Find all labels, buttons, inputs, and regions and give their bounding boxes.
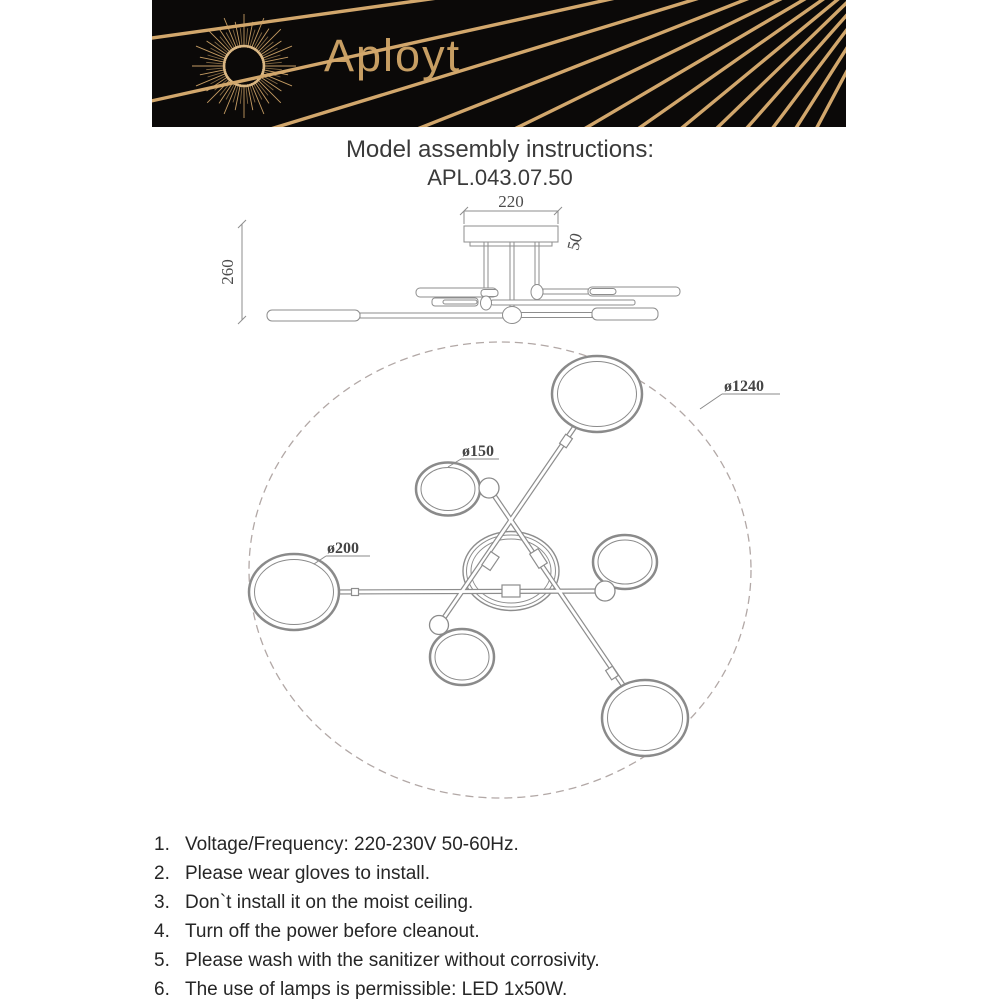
dim-canopy-height-label: 50 <box>563 231 586 253</box>
canopy-lip <box>470 242 552 246</box>
ring-bottom-middle <box>430 629 494 685</box>
instruction-text: Please wear gloves to install. <box>185 863 431 884</box>
instruction-item <box>154 830 874 859</box>
instruction-number: 4. <box>154 921 170 942</box>
ring-bottom-right <box>602 680 688 756</box>
instruction-number: 6. <box>154 979 170 1000</box>
side-view <box>218 192 680 324</box>
arm-level-3 <box>267 307 658 324</box>
instruction-number: 1. <box>154 834 170 855</box>
label-small-shade-diameter: ø150 <box>462 443 494 460</box>
top-view <box>249 342 780 798</box>
canopy-center-box <box>502 585 520 597</box>
arm-level-1 <box>416 285 680 300</box>
instruction-text: Please wash with the sanitizer without corrosivity. <box>185 950 600 971</box>
instruction-text: Don`t install it on the moist ceiling. <box>185 892 474 913</box>
model-number: APL.043.07.50 <box>427 165 573 190</box>
instruction-item <box>154 859 874 888</box>
instructions-list <box>154 830 874 1004</box>
instruction-item <box>154 888 874 917</box>
instruction-number: 3. <box>154 892 170 913</box>
label-overall-diameter: ø1240 <box>724 378 764 395</box>
ring-top <box>552 356 642 432</box>
instruction-number: 5. <box>154 950 170 971</box>
dim-width <box>460 192 562 224</box>
page-title: Model assembly instructions: <box>345 136 655 163</box>
instruction-text: The use of lamps is permissible: LED 1x50W. <box>185 979 568 1000</box>
instruction-item <box>154 946 874 975</box>
instruction-number: 2. <box>154 863 170 884</box>
instruction-text: Voltage/Frequency: 220-230V 50-60Hz. <box>185 834 519 855</box>
dim-height-label: 260 <box>218 259 237 285</box>
dim-canopy-height <box>563 231 585 252</box>
ring-150 <box>416 463 480 516</box>
canopy-side <box>464 226 558 242</box>
dim-height <box>218 220 246 324</box>
instruction-item <box>154 917 874 946</box>
dim-width-label: 220 <box>498 192 524 211</box>
instruction-text: Turn off the power before cleanout. <box>185 921 480 942</box>
label-large-shade-diameter: ø200 <box>327 540 359 557</box>
ring-200 <box>249 554 339 630</box>
brand-name: Aployt <box>324 30 462 81</box>
